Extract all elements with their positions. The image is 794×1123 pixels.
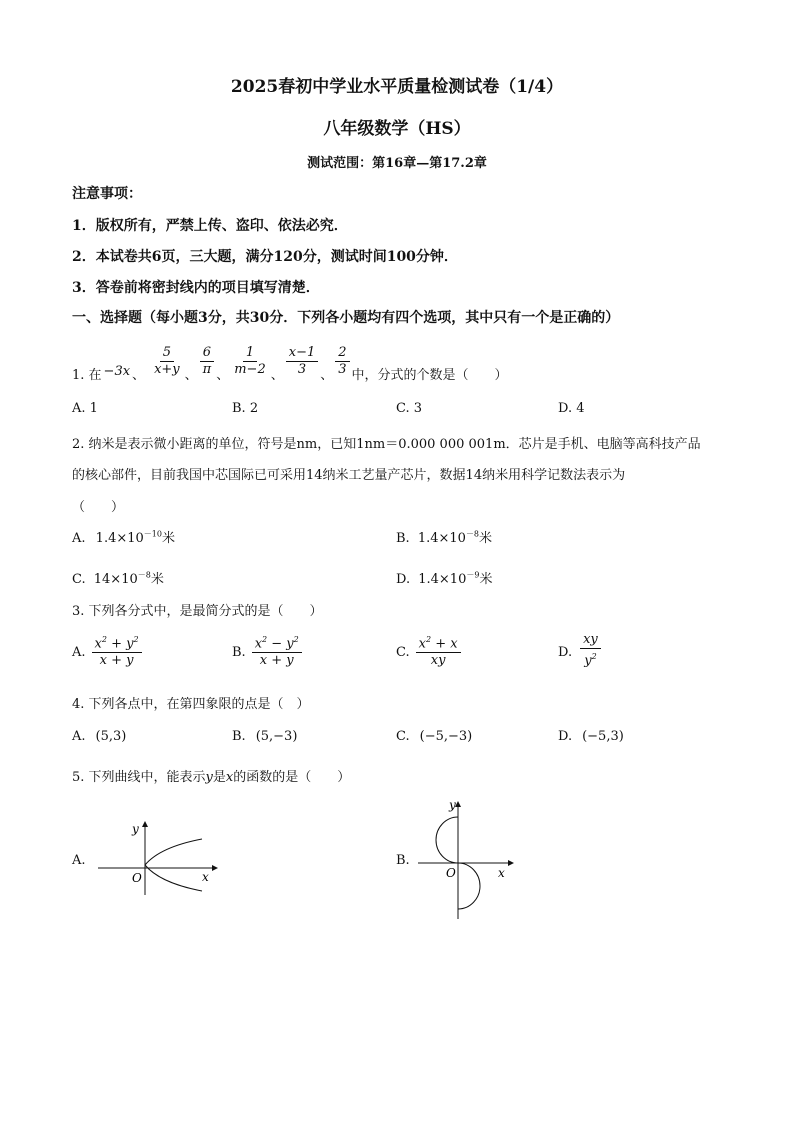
- q4-c-label: C.: [396, 729, 410, 744]
- q1-f3-num: 1: [243, 345, 257, 362]
- q3-option-b: [232, 632, 302, 669]
- sideways-parabola-curve: [145, 839, 202, 891]
- q2-b-unit: 米: [479, 531, 493, 546]
- exam-subtitle: 八年级数学（HS）: [323, 119, 471, 139]
- q1-f1-den: x+y: [154, 362, 180, 377]
- q5-stem-x: x: [225, 770, 234, 785]
- x-axis-label: x: [498, 866, 505, 880]
- q1-f5-den: 3: [338, 362, 347, 377]
- q1-term-1: −3x: [103, 364, 131, 379]
- q2-d-exponent: －9: [466, 570, 480, 580]
- q3-a-num: [92, 632, 142, 653]
- q1-sep: 、: [270, 368, 284, 383]
- q3-c-num-x: x: [418, 636, 426, 652]
- q3-a-num-y: y: [126, 636, 134, 652]
- q1-sep: 、: [216, 368, 230, 383]
- q2-c-label: C.: [72, 572, 86, 587]
- q1-suffix: 中，分式的个数是（ ）: [351, 368, 508, 383]
- upper-left-semicircle-curve: [436, 817, 458, 863]
- q5-stem-y: y: [205, 770, 213, 785]
- q1-fraction-5: [335, 345, 349, 378]
- q1-option-c: C. 3: [396, 401, 423, 416]
- q3-stem: 3. 下列各分式中，是最简分式的是（ ）: [72, 604, 323, 619]
- x-axis-arrow-icon: [212, 865, 218, 871]
- q4-d-point: (−5,3): [582, 729, 624, 744]
- question-1: [72, 340, 508, 383]
- q2-c-unit: 米: [150, 572, 164, 587]
- section-1-heading: 一、选择题（每小题3分，共30分．下列各小题均有四个选项，其中只有一个是正确的）: [72, 310, 620, 326]
- q3-b-num-op: −: [267, 636, 287, 652]
- q4-d-label: D.: [558, 729, 573, 744]
- y-axis-arrow-icon: [142, 821, 148, 827]
- q4-a-point: (5,3): [95, 729, 127, 744]
- q4-c-point: (−5,−3): [419, 729, 473, 744]
- q1-sep: 、: [184, 368, 198, 383]
- q1-fraction-1: [151, 345, 183, 378]
- q1-f3-den: m−2: [234, 362, 266, 377]
- q5-graph-a: [90, 815, 220, 900]
- y-axis-label: y: [449, 798, 456, 812]
- q3-b-label: B.: [232, 645, 246, 661]
- q2-b-mantissa: 1.4×10: [417, 531, 466, 546]
- q2-d-unit: 米: [479, 572, 493, 587]
- q1-f4-num: x−1: [286, 345, 319, 362]
- q1-prefix: 1. 在: [72, 368, 102, 383]
- q2-option-c: [72, 568, 164, 587]
- lower-right-semicircle-curve: [458, 863, 480, 909]
- q5-stem-post: 的函数的是（ ）: [233, 770, 351, 785]
- q3-c-den: xy: [430, 653, 446, 669]
- q4-option-d: [558, 729, 624, 744]
- q3-a-fraction: [92, 632, 142, 669]
- q4-option-b: [232, 729, 297, 744]
- q3-b-num-sup-2: 2: [293, 635, 299, 644]
- q3-c-num-sup: 2: [425, 635, 432, 644]
- q1-option-d: D. 4: [558, 401, 585, 416]
- q2-line-3: （ ）: [72, 500, 125, 515]
- y-axis-label: y: [132, 822, 139, 836]
- q3-d-den-y: y: [584, 653, 592, 669]
- q1-f4-den: 3: [297, 362, 307, 377]
- q4-option-c: [396, 729, 472, 744]
- x-axis-arrow-icon: [508, 860, 514, 866]
- q3-a-num-x: x: [94, 636, 102, 652]
- q1-f1-num: 5: [160, 345, 174, 362]
- q2-option-b: [396, 527, 492, 546]
- q1-sep: 、: [132, 368, 146, 383]
- q3-a-label: A.: [72, 645, 86, 661]
- q1-sep: 、: [320, 368, 334, 383]
- q3-d-den: [581, 649, 599, 669]
- q3-b-num-sup-1: 2: [262, 635, 268, 644]
- q1-f5-num: 2: [335, 345, 349, 362]
- q2-a-exponent: －10: [143, 529, 162, 539]
- notes-heading: 注意事项：: [72, 186, 142, 202]
- q4-option-a: [72, 729, 126, 744]
- q2-a-mantissa: 1.4×10: [95, 531, 144, 546]
- q2-d-mantissa: 1.4×10: [418, 572, 467, 587]
- q3-c-fraction: [416, 632, 461, 669]
- q3-d-fraction: [580, 632, 601, 669]
- q4-a-label: A.: [72, 729, 86, 744]
- q3-b-num: [252, 632, 302, 653]
- exam-title: 2025春初中学业水平质量检测试卷（1/4）: [230, 77, 564, 97]
- q1-fraction-4: [286, 345, 319, 378]
- q1-fraction-3: [231, 345, 269, 378]
- note-item-2: 2．本试卷共6页，三大题，满分120分，测试时间100分钟．: [72, 249, 458, 265]
- q2-line-1: 2. 纳米是表示微小距离的单位，符号是nm，已知1nm＝0.000 000 001m．芯片是手机、电脑等高科技产品: [72, 437, 701, 452]
- q2-line-2: 的核心部件，目前我国中芯国际已可采用14纳米工艺量产芯片，数据14纳米用科学记数法表示为: [72, 468, 626, 483]
- q1-fraction-2: [200, 345, 215, 378]
- q3-option-c: [396, 632, 461, 669]
- origin-label: O: [132, 871, 142, 885]
- q3-a-den: x + y: [99, 653, 134, 669]
- q2-b-exponent: －8: [465, 529, 480, 539]
- q3-option-a: [72, 632, 142, 669]
- q2-b-label: B.: [396, 531, 410, 546]
- q3-c-num: [416, 632, 461, 653]
- y-axis-arrow-icon: [455, 801, 461, 807]
- q2-option-a: [72, 527, 175, 546]
- q3-b-num-y: y: [286, 636, 294, 652]
- q3-b-den: x + y: [259, 653, 294, 669]
- q2-c-mantissa: 14×10: [93, 572, 138, 587]
- q3-c-num-rest: + x: [431, 636, 458, 652]
- q2-d-label: D.: [396, 572, 411, 587]
- q3-a-num-sup-2: 2: [133, 635, 139, 644]
- q2-c-exponent: －8: [137, 570, 151, 580]
- q3-d-num: xy: [580, 632, 601, 649]
- q1-f2-num: 6: [200, 345, 214, 362]
- q3-b-fraction: [252, 632, 302, 669]
- q5-stem-pre: 5. 下列曲线中，能表示: [72, 770, 206, 785]
- q1-f2-den: π: [202, 362, 212, 377]
- q5-option-a-label: A.: [72, 853, 86, 868]
- q5-graph-b: [412, 797, 522, 922]
- q3-d-den-sup: 2: [591, 652, 597, 661]
- q3-b-num-x: x: [254, 636, 263, 652]
- q5-option-b-label: B.: [396, 853, 410, 868]
- q3-a-num-sup-1: 2: [101, 635, 107, 644]
- q1-option-b: B. 2: [232, 401, 259, 416]
- q2-a-unit: 米: [161, 531, 175, 546]
- q3-a-num-op: +: [106, 636, 127, 652]
- q5-stem-mid: 是: [212, 770, 226, 785]
- q4-b-point: (5,−3): [255, 729, 298, 744]
- q2-a-label: A.: [72, 531, 86, 546]
- q4-b-label: B.: [232, 729, 246, 744]
- q2-option-d: [396, 568, 492, 587]
- note-item-1: 1．版权所有，严禁上传、盗印、依法必究．: [72, 218, 348, 234]
- q5-stem: [72, 766, 350, 785]
- exam-scope: 测试范围：第16章—第17.2章: [307, 156, 487, 171]
- note-item-3: 3．答卷前将密封线内的项目填写清楚．: [72, 280, 320, 296]
- origin-label: O: [446, 866, 456, 880]
- q3-option-d: [558, 632, 601, 669]
- q4-stem: 4. 下列各点中，在第四象限的点是（ ）: [72, 697, 310, 712]
- x-axis-label: x: [202, 870, 209, 884]
- q3-d-label: D.: [558, 645, 573, 661]
- q1-option-a: A. 1: [72, 401, 98, 416]
- q3-c-label: C.: [396, 645, 410, 661]
